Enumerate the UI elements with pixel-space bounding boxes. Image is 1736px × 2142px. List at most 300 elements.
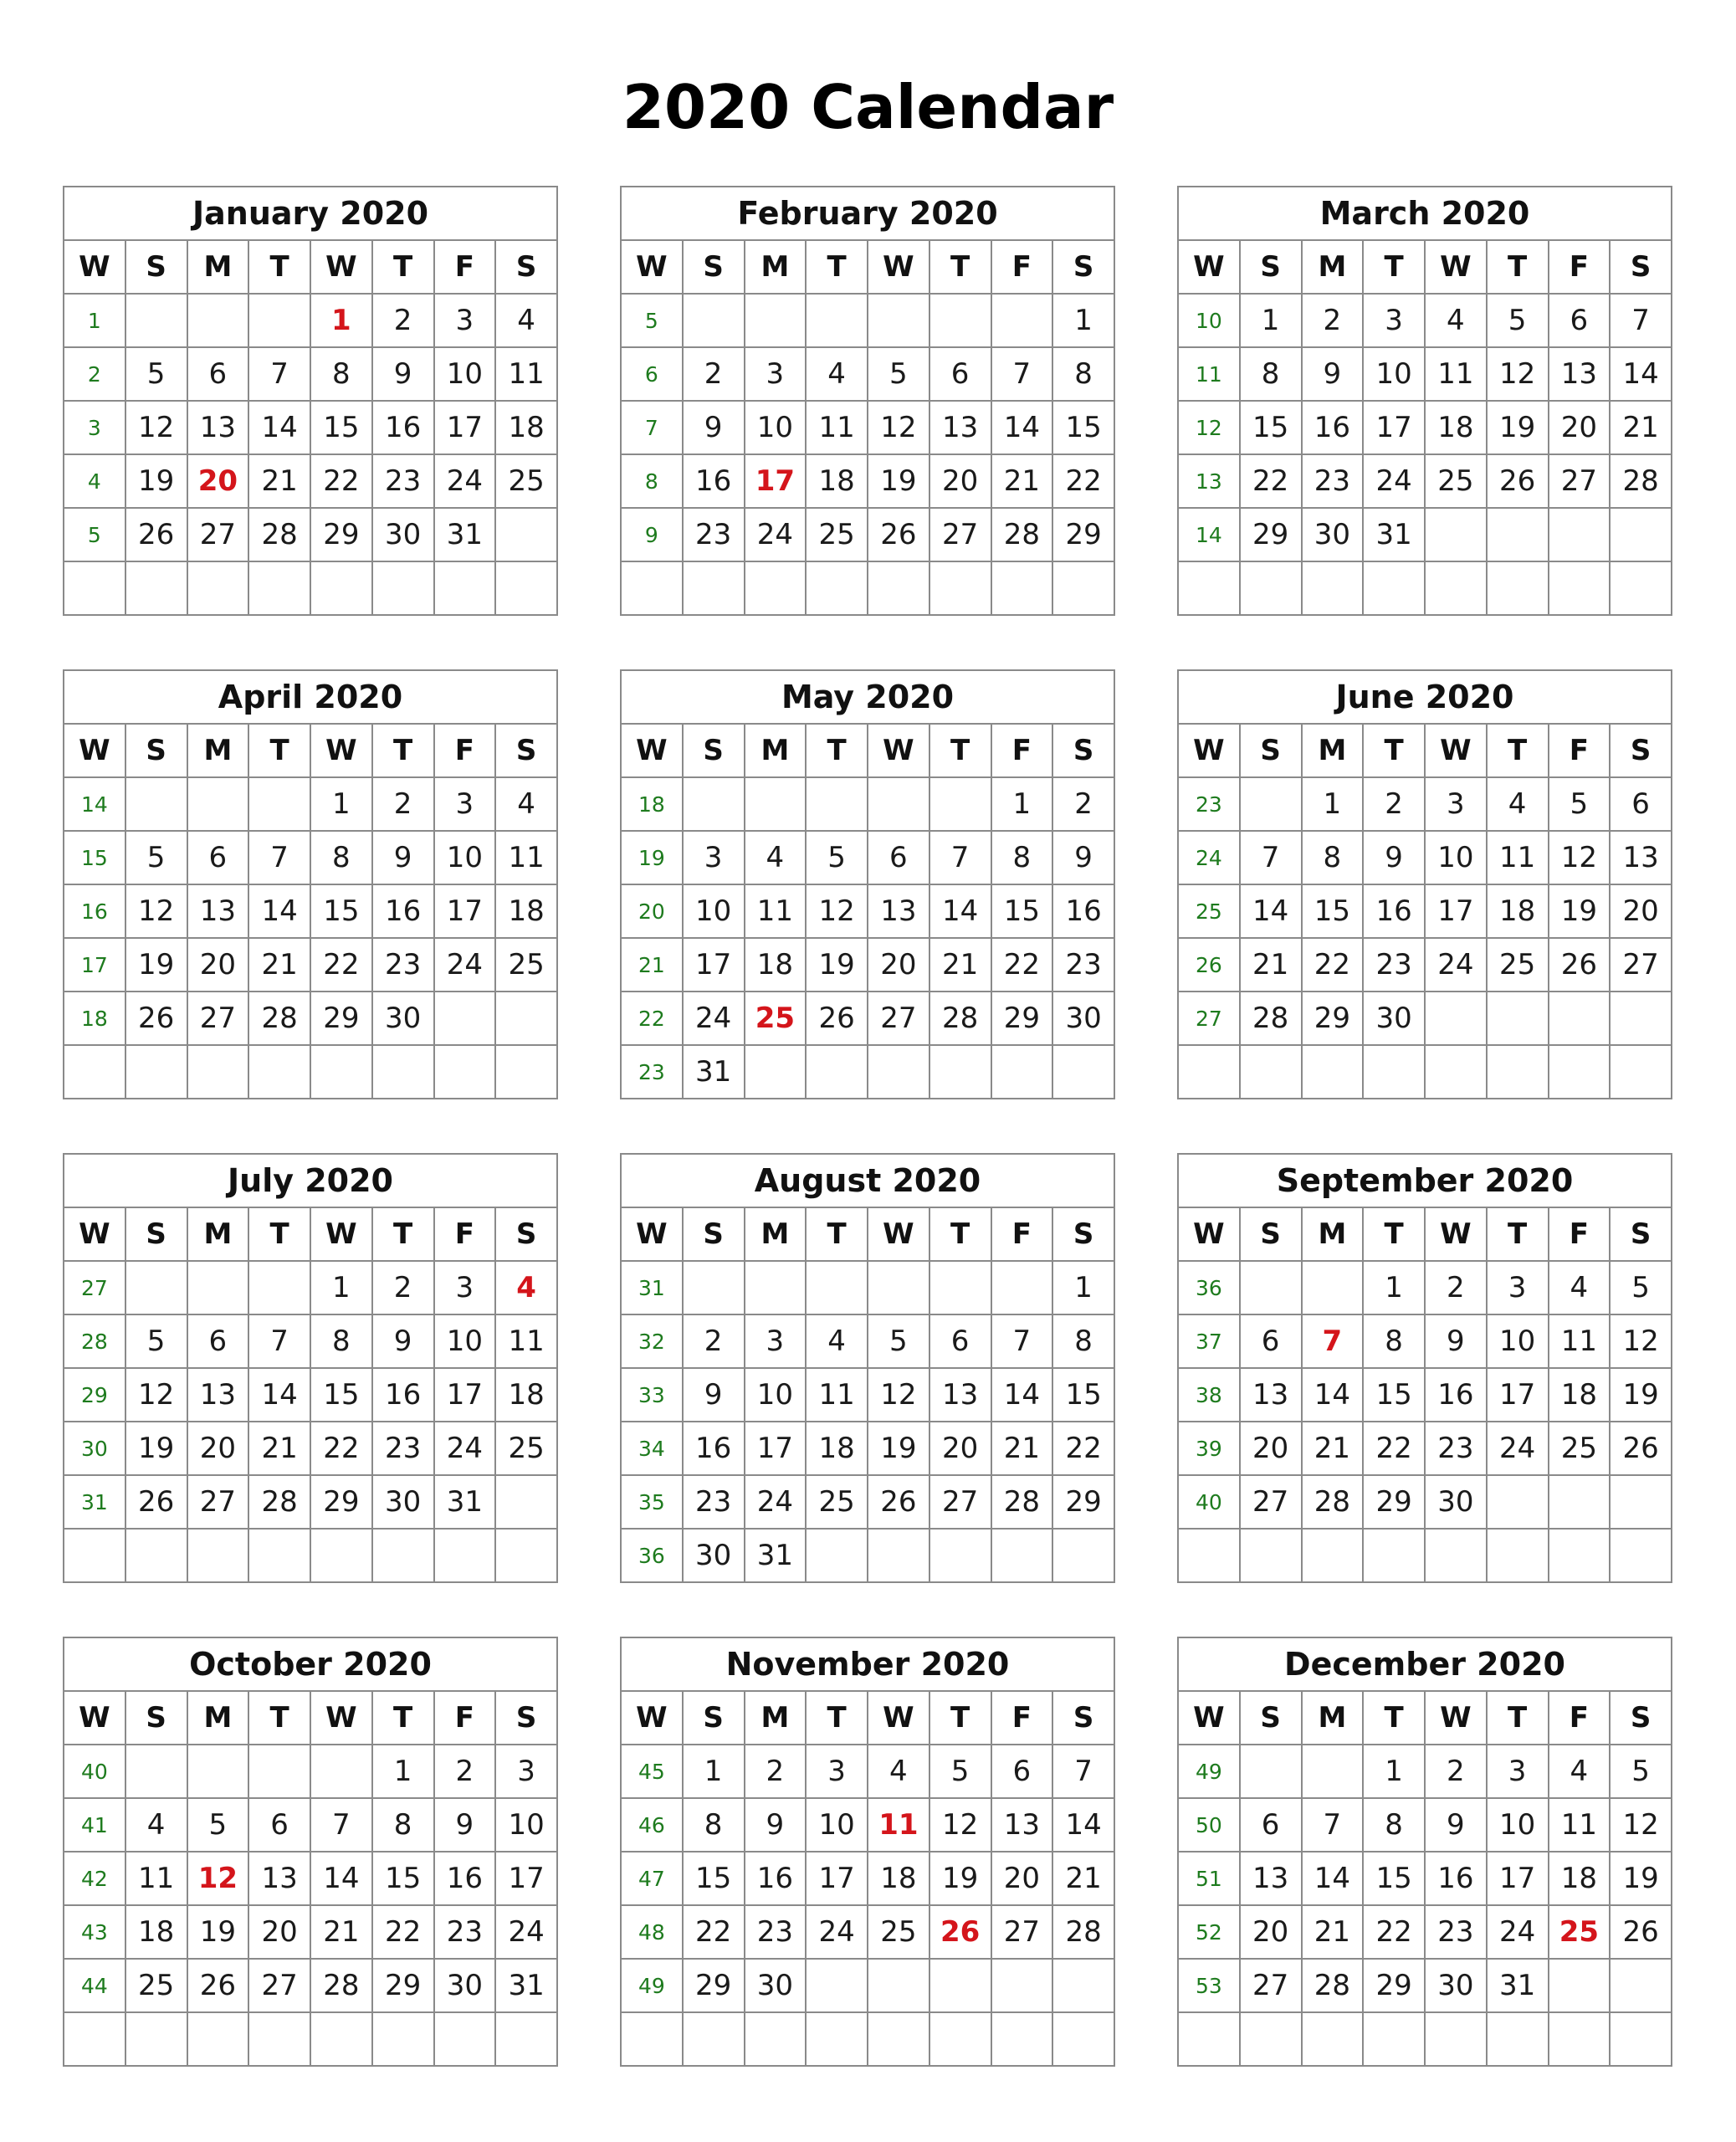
weekday-header: T — [806, 240, 868, 294]
weekday-header: T — [929, 1691, 991, 1745]
day-cell: 17 — [683, 938, 745, 992]
week-number: 52 — [1178, 1905, 1240, 1959]
empty-cell — [868, 1529, 929, 1582]
empty-cell — [310, 1045, 372, 1099]
weekday-header-row — [621, 724, 1114, 777]
month-april — [63, 669, 558, 1099]
week-number: 3 — [64, 401, 125, 454]
day-cell: 23 — [683, 1475, 745, 1529]
day-cell: 16 — [683, 1422, 745, 1475]
weekday-header: F — [1549, 724, 1611, 777]
weekday-header: T — [929, 724, 991, 777]
empty-cell — [868, 1959, 929, 2012]
day-cell: 3 — [434, 294, 496, 347]
day-cell: 16 — [745, 1852, 807, 1905]
empty-cell — [868, 561, 929, 615]
day-cell: 21 — [929, 938, 991, 992]
day-cell: 27 — [187, 992, 249, 1045]
day-cell: 17 — [806, 1852, 868, 1905]
day-cell: 24 — [1363, 454, 1425, 508]
day-cell: 20 — [187, 938, 249, 992]
day-cell: 3 — [1425, 777, 1487, 831]
weekday-header: F — [991, 1207, 1053, 1261]
day-cell: 10 — [745, 1368, 807, 1422]
day-cell: 12 — [1610, 1798, 1672, 1852]
week-row — [1178, 561, 1672, 615]
empty-cell — [310, 2012, 372, 2066]
day-cell: 22 — [1240, 454, 1302, 508]
day-cell: 2 — [1302, 294, 1364, 347]
empty-cell — [806, 294, 868, 347]
day-cell: 28 — [248, 508, 310, 561]
weekday-header: F — [991, 724, 1053, 777]
day-cell: 16 — [372, 1368, 434, 1422]
empty-cell — [683, 777, 745, 831]
week-row — [64, 831, 557, 884]
day-cell: 29 — [1240, 508, 1302, 561]
day-cell: 7 — [248, 831, 310, 884]
weekday-header: M — [745, 1691, 807, 1745]
empty-cell — [248, 1745, 310, 1798]
empty-cell — [745, 294, 807, 347]
weekday-header: S — [1610, 724, 1672, 777]
empty-cell — [187, 1261, 249, 1314]
day-cell: 21 — [248, 1422, 310, 1475]
weekday-header: T — [806, 1207, 868, 1261]
weekday-header: M — [187, 724, 249, 777]
empty-cell — [495, 1475, 557, 1529]
empty-cell — [1487, 508, 1549, 561]
week-number: 24 — [1178, 831, 1240, 884]
day-cell: 24 — [1487, 1422, 1549, 1475]
weekday-header: S — [683, 240, 745, 294]
day-cell: 21 — [991, 454, 1053, 508]
day-cell: 19 — [125, 1422, 187, 1475]
day-cell: 19 — [806, 938, 868, 992]
empty-cell — [806, 561, 868, 615]
empty-cell — [929, 777, 991, 831]
day-cell: 27 — [929, 508, 991, 561]
empty-cell — [929, 1261, 991, 1314]
day-cell: 28 — [248, 1475, 310, 1529]
day-cell: 23 — [1425, 1422, 1487, 1475]
week-number: 37 — [1178, 1314, 1240, 1368]
empty-cell — [745, 1261, 807, 1314]
day-cell: 12 — [868, 401, 929, 454]
empty-cell — [991, 1045, 1053, 1099]
week-row — [64, 1852, 557, 1905]
month-march — [1177, 186, 1672, 616]
day-cell: 30 — [372, 508, 434, 561]
day-cell: 20 — [991, 1852, 1053, 1905]
week-row — [621, 1905, 1114, 1959]
empty-cell — [929, 2012, 991, 2066]
week-number: 25 — [1178, 884, 1240, 938]
day-cell: 14 — [991, 401, 1053, 454]
empty-cell — [125, 561, 187, 615]
day-cell: 7 — [310, 1798, 372, 1852]
empty-cell — [248, 294, 310, 347]
empty-cell — [1052, 2012, 1114, 2066]
week-number: 18 — [621, 777, 683, 831]
day-cell: 26 — [187, 1959, 249, 2012]
weekday-header: S — [125, 1691, 187, 1745]
day-cell: 16 — [1302, 401, 1364, 454]
weekday-header: T — [372, 1207, 434, 1261]
empty-cell — [1610, 1959, 1672, 2012]
day-cell: 3 — [745, 347, 807, 401]
day-cell: 26 — [125, 1475, 187, 1529]
empty-cell — [1052, 1529, 1114, 1582]
weekday-header: S — [1240, 1691, 1302, 1745]
day-cell: 12 — [125, 1368, 187, 1422]
day-cell: 3 — [495, 1745, 557, 1798]
day-cell: 22 — [310, 1422, 372, 1475]
empty-cell — [125, 294, 187, 347]
empty-cell — [187, 777, 249, 831]
holiday-day-cell: 11 — [868, 1798, 929, 1852]
day-cell: 11 — [1549, 1798, 1611, 1852]
empty-cell — [868, 1045, 929, 1099]
holiday-day-cell: 7 — [1302, 1314, 1364, 1368]
day-cell: 18 — [495, 884, 557, 938]
day-cell: 25 — [125, 1959, 187, 2012]
weekday-header: W — [868, 724, 929, 777]
week-number: 2 — [64, 347, 125, 401]
empty-cell — [868, 294, 929, 347]
empty-cell — [929, 294, 991, 347]
day-cell: 27 — [1240, 1959, 1302, 2012]
week-row — [64, 1368, 557, 1422]
week-row — [1178, 508, 1672, 561]
day-cell: 28 — [248, 992, 310, 1045]
day-cell: 8 — [310, 347, 372, 401]
empty-cell — [187, 1529, 249, 1582]
weekday-header: F — [1549, 1207, 1611, 1261]
day-cell: 23 — [1363, 938, 1425, 992]
week-number: 36 — [1178, 1261, 1240, 1314]
day-cell: 30 — [372, 992, 434, 1045]
week-number: 26 — [1178, 938, 1240, 992]
day-cell: 29 — [1363, 1475, 1425, 1529]
day-cell: 6 — [929, 1314, 991, 1368]
week-number: 34 — [621, 1422, 683, 1475]
day-cell: 21 — [1302, 1422, 1364, 1475]
day-cell: 24 — [495, 1905, 557, 1959]
empty-cell — [434, 561, 496, 615]
day-cell: 18 — [495, 401, 557, 454]
day-cell: 19 — [1487, 401, 1549, 454]
week-number: 10 — [1178, 294, 1240, 347]
day-cell: 8 — [310, 1314, 372, 1368]
week-number: 14 — [1178, 508, 1240, 561]
day-cell: 16 — [372, 401, 434, 454]
week-row — [621, 2012, 1114, 2066]
day-cell: 2 — [372, 294, 434, 347]
empty-cell — [991, 1261, 1053, 1314]
day-cell: 15 — [310, 401, 372, 454]
weekday-header: S — [1610, 1207, 1672, 1261]
empty-cell — [495, 992, 557, 1045]
day-cell: 23 — [372, 1422, 434, 1475]
weekday-header: M — [187, 240, 249, 294]
day-cell: 6 — [1240, 1314, 1302, 1368]
week-number: 42 — [64, 1852, 125, 1905]
day-cell: 30 — [745, 1959, 807, 2012]
day-cell: 7 — [1302, 1798, 1364, 1852]
day-cell: 3 — [745, 1314, 807, 1368]
day-cell: 24 — [1487, 1905, 1549, 1959]
day-cell: 7 — [1610, 294, 1672, 347]
week-row — [64, 1798, 557, 1852]
month-december — [1177, 1637, 1672, 2067]
empty-cell — [372, 2012, 434, 2066]
week-number: 38 — [1178, 1368, 1240, 1422]
day-cell: 2 — [1363, 777, 1425, 831]
day-cell: 5 — [187, 1798, 249, 1852]
day-cell: 13 — [929, 1368, 991, 1422]
week-row — [64, 1422, 557, 1475]
day-cell: 14 — [1302, 1368, 1364, 1422]
day-cell: 29 — [310, 1475, 372, 1529]
day-cell: 6 — [1240, 1798, 1302, 1852]
week-number: 51 — [1178, 1852, 1240, 1905]
day-cell: 20 — [868, 938, 929, 992]
week-number: 21 — [621, 938, 683, 992]
day-cell: 17 — [1425, 884, 1487, 938]
day-cell: 30 — [1425, 1959, 1487, 2012]
week-row — [621, 1368, 1114, 1422]
day-cell: 1 — [1302, 777, 1364, 831]
day-cell: 8 — [1302, 831, 1364, 884]
day-cell: 27 — [1610, 938, 1672, 992]
week-column-header: W — [1178, 240, 1240, 294]
day-cell: 22 — [1052, 454, 1114, 508]
empty-cell — [372, 1529, 434, 1582]
day-cell: 24 — [434, 454, 496, 508]
week-number — [1178, 1529, 1240, 1582]
week-row — [621, 1959, 1114, 2012]
day-cell: 14 — [1240, 884, 1302, 938]
day-cell: 4 — [125, 1798, 187, 1852]
week-column-header: W — [64, 1691, 125, 1745]
day-cell: 7 — [248, 1314, 310, 1368]
day-cell: 28 — [929, 992, 991, 1045]
weekday-header: T — [1363, 1691, 1425, 1745]
weekday-header-row — [64, 1691, 557, 1745]
day-cell: 20 — [1549, 401, 1611, 454]
empty-cell — [125, 2012, 187, 2066]
week-number: 9 — [621, 508, 683, 561]
empty-cell — [125, 1529, 187, 1582]
day-cell: 7 — [991, 347, 1053, 401]
day-cell: 22 — [310, 454, 372, 508]
month-table — [1177, 669, 1672, 1099]
weekday-header: S — [683, 1207, 745, 1261]
empty-cell — [806, 2012, 868, 2066]
day-cell: 16 — [372, 884, 434, 938]
day-cell: 8 — [1052, 1314, 1114, 1368]
week-row — [621, 454, 1114, 508]
day-cell: 28 — [1302, 1475, 1364, 1529]
day-cell: 13 — [248, 1852, 310, 1905]
empty-cell — [806, 1529, 868, 1582]
day-cell: 8 — [991, 831, 1053, 884]
day-cell: 5 — [125, 347, 187, 401]
weekday-header: T — [1487, 1207, 1549, 1261]
empty-cell — [1363, 1045, 1425, 1099]
day-cell: 15 — [372, 1852, 434, 1905]
day-cell: 14 — [248, 401, 310, 454]
day-cell: 7 — [1052, 1745, 1114, 1798]
day-cell: 7 — [1240, 831, 1302, 884]
weekday-header: T — [372, 240, 434, 294]
day-cell: 2 — [1425, 1745, 1487, 1798]
weekday-header: S — [495, 1207, 557, 1261]
month-table — [1177, 1153, 1672, 1583]
holiday-day-cell: 25 — [1549, 1905, 1611, 1959]
week-number: 33 — [621, 1368, 683, 1422]
empty-cell — [1240, 2012, 1302, 2066]
empty-cell — [991, 1529, 1053, 1582]
week-number: 49 — [621, 1959, 683, 2012]
empty-cell — [187, 1745, 249, 1798]
empty-cell — [310, 1529, 372, 1582]
day-cell: 18 — [1549, 1368, 1611, 1422]
day-cell: 17 — [1363, 401, 1425, 454]
day-cell: 29 — [310, 508, 372, 561]
day-cell: 6 — [929, 347, 991, 401]
week-column-header: W — [64, 240, 125, 294]
empty-cell — [1487, 992, 1549, 1045]
weekday-header: W — [310, 1207, 372, 1261]
empty-cell — [248, 1261, 310, 1314]
holiday-day-cell: 1 — [310, 294, 372, 347]
week-number: 45 — [621, 1745, 683, 1798]
day-cell: 4 — [1487, 777, 1549, 831]
empty-cell — [1302, 1745, 1364, 1798]
empty-cell — [495, 1045, 557, 1099]
day-cell: 14 — [248, 1368, 310, 1422]
empty-cell — [1549, 1959, 1611, 2012]
week-row — [1178, 2012, 1672, 2066]
day-cell: 14 — [310, 1852, 372, 1905]
week-number: 5 — [64, 508, 125, 561]
weekday-header: F — [1549, 1691, 1611, 1745]
week-number: 41 — [64, 1798, 125, 1852]
empty-cell — [806, 1261, 868, 1314]
week-column-header: W — [621, 1207, 683, 1261]
week-row — [1178, 992, 1672, 1045]
day-cell: 2 — [683, 347, 745, 401]
day-cell: 24 — [434, 938, 496, 992]
day-cell: 22 — [1302, 938, 1364, 992]
day-cell: 14 — [991, 1368, 1053, 1422]
day-cell: 26 — [868, 508, 929, 561]
week-column-header: W — [64, 724, 125, 777]
day-cell: 29 — [310, 992, 372, 1045]
week-column-header: W — [621, 1691, 683, 1745]
weekday-header: S — [1052, 1691, 1114, 1745]
month-table — [63, 186, 558, 616]
day-cell: 5 — [125, 831, 187, 884]
day-cell: 30 — [1363, 992, 1425, 1045]
week-number: 30 — [64, 1422, 125, 1475]
weekday-header-row — [1178, 1691, 1672, 1745]
empty-cell — [1363, 561, 1425, 615]
empty-cell — [1240, 1261, 1302, 1314]
week-row — [621, 831, 1114, 884]
day-cell: 6 — [1610, 777, 1672, 831]
day-cell: 27 — [1240, 1475, 1302, 1529]
empty-cell — [434, 992, 496, 1045]
week-row — [621, 1261, 1114, 1314]
day-cell: 23 — [372, 938, 434, 992]
empty-cell — [745, 1045, 807, 1099]
day-cell: 28 — [991, 1475, 1053, 1529]
weekday-header-row — [64, 1207, 557, 1261]
day-cell: 28 — [310, 1959, 372, 2012]
month-title: March 2020 — [1178, 187, 1672, 240]
day-cell: 18 — [868, 1852, 929, 1905]
day-cell: 23 — [434, 1905, 496, 1959]
week-row — [64, 401, 557, 454]
day-cell: 13 — [1549, 347, 1611, 401]
day-cell: 31 — [434, 508, 496, 561]
day-cell: 15 — [1363, 1852, 1425, 1905]
week-row — [64, 508, 557, 561]
day-cell: 20 — [187, 1422, 249, 1475]
day-cell: 12 — [1549, 831, 1611, 884]
day-cell: 31 — [434, 1475, 496, 1529]
weekday-header-row — [64, 724, 557, 777]
weekday-header: T — [372, 724, 434, 777]
day-cell: 28 — [1302, 1959, 1364, 2012]
month-table — [1177, 186, 1672, 616]
weekday-header: S — [1052, 724, 1114, 777]
empty-cell — [806, 1045, 868, 1099]
holiday-day-cell: 4 — [495, 1261, 557, 1314]
day-cell: 17 — [434, 884, 496, 938]
day-cell: 7 — [248, 347, 310, 401]
empty-cell — [1610, 508, 1672, 561]
empty-cell — [1610, 1529, 1672, 1582]
month-title: June 2020 — [1178, 670, 1672, 724]
empty-cell — [806, 1959, 868, 2012]
empty-cell — [372, 1045, 434, 1099]
day-cell: 26 — [806, 992, 868, 1045]
month-august — [620, 1153, 1115, 1583]
week-column-header: W — [1178, 724, 1240, 777]
weekday-header: W — [1425, 1691, 1487, 1745]
week-row — [64, 347, 557, 401]
week-number: 27 — [1178, 992, 1240, 1045]
empty-cell — [495, 561, 557, 615]
weekday-header: T — [248, 1207, 310, 1261]
week-row — [64, 1905, 557, 1959]
day-cell: 1 — [1052, 294, 1114, 347]
week-row — [64, 1475, 557, 1529]
day-cell: 5 — [1610, 1261, 1672, 1314]
day-cell: 30 — [1052, 992, 1114, 1045]
empty-cell — [929, 561, 991, 615]
day-cell: 3 — [1487, 1745, 1549, 1798]
day-cell: 15 — [991, 884, 1053, 938]
day-cell: 26 — [1610, 1422, 1672, 1475]
day-cell: 1 — [683, 1745, 745, 1798]
day-cell: 23 — [683, 508, 745, 561]
day-cell: 5 — [1487, 294, 1549, 347]
